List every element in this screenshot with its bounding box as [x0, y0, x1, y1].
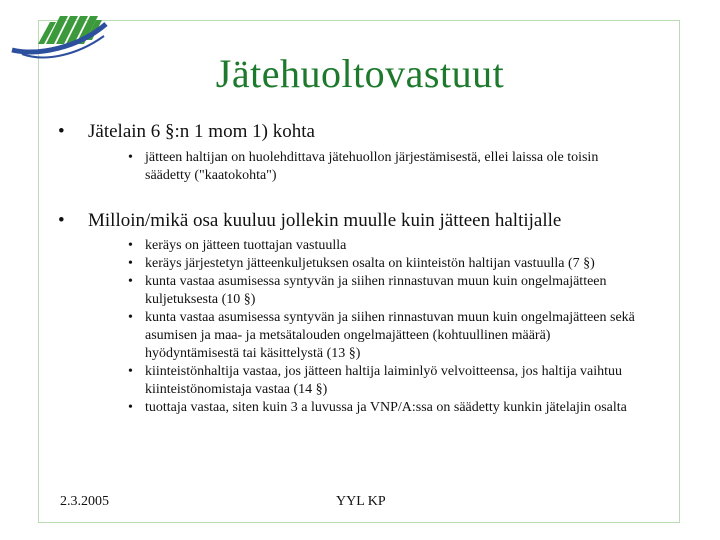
sub-bullet-text: keräys on jätteen tuottajan vastuulla	[145, 238, 347, 253]
bullet-1-sublist	[128, 149, 643, 185]
slide-title: Jätehuoltovastuut	[215, 51, 505, 96]
sub-bullet	[128, 363, 638, 399]
bullet-2	[58, 210, 561, 232]
sub-bullet-text: jätteen haltijan on huolehdittava jätehuollon järjestämisestä, ellei laissa ole toisin säädetty ("kaatokohta")	[145, 150, 599, 183]
sub-bullet-marker: •	[128, 150, 133, 165]
sub-bullet	[128, 255, 638, 273]
sub-bullet	[128, 273, 638, 309]
footer-org: YYL KP	[336, 494, 386, 509]
sub-bullet-text: keräys järjestetyn jätteenkuljetuksen osalta on kiinteistön haltijan vastuulla (7 §)	[145, 256, 595, 271]
sub-bullet-marker: •	[128, 256, 133, 271]
sub-bullet	[128, 399, 638, 417]
sub-bullet-text: kunta vastaa asumisessa syntyvän ja siihen rinnastuvan muun kuin ongelmajätteen kuljetuksesta (10 §)	[145, 274, 607, 307]
bullet-1	[58, 121, 315, 143]
sub-bullet-text: tuottaja vastaa, siten kuin 3 a luvussa ja VNP/A:ssa on säädetty kunkin jätelajin osalta	[145, 400, 627, 415]
bullet-marker: •	[58, 121, 65, 142]
sub-bullet	[128, 237, 638, 255]
sub-bullet-marker: •	[128, 364, 133, 379]
bullet-marker: •	[58, 210, 65, 231]
sub-bullet-marker: •	[128, 400, 133, 415]
sub-bullet-marker: •	[128, 274, 133, 289]
footer-date: 2.3.2005	[60, 494, 109, 509]
sub-bullet-marker: •	[128, 310, 133, 325]
bullet-2-text: Milloin/mikä osa kuuluu jollekin muulle kuin jätteen haltijalle	[88, 210, 562, 231]
sub-bullet-text: kiinteistönhaltija vastaa, jos jätteen haltija laiminlyö velvoitteensa, jos haltija vaihtuu kiinteistönomistaja vastaa (14 §)	[145, 364, 623, 397]
bullet-1-text: Jätelain 6 §:n 1 mom 1) kohta	[88, 121, 315, 142]
sub-bullet-text: kunta vastaa asumisessa syntyvän ja siihen rinnastuvan muun kuin ongelmajätteen sekä asumisen ja maa- ja metsätalouden ongelmajätteen (kohtuullinen määrä) hyödyntämisestä tai käsittelystä (13 §)	[145, 310, 635, 361]
sub-bullet-marker: •	[128, 238, 133, 253]
sub-bullet	[128, 309, 638, 363]
bullet-2-sublist	[128, 237, 638, 417]
sub-bullet	[128, 149, 643, 185]
